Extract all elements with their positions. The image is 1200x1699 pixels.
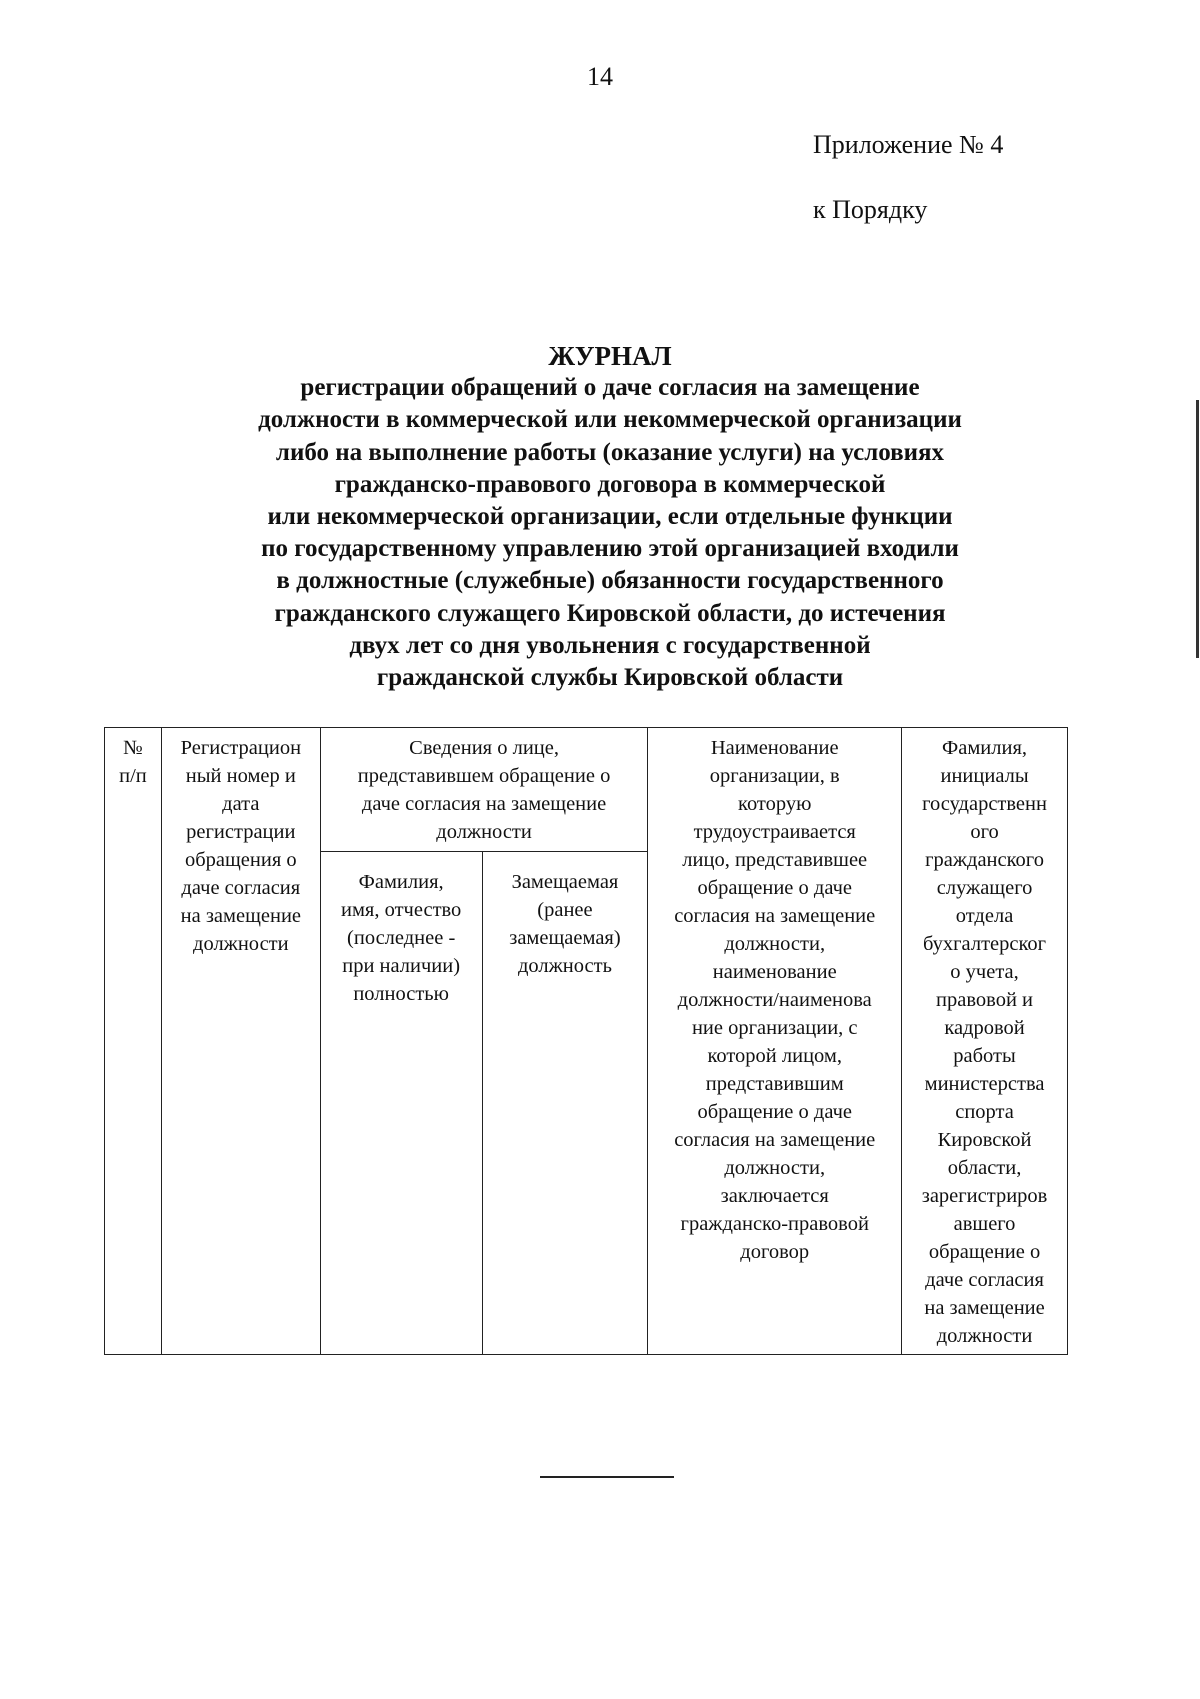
header-person-name-text: Фамилия, имя, отчество (последнее - при наличии) полностью <box>340 871 462 1005</box>
title-line: по государственному управлению этой организацией входили <box>261 535 959 563</box>
header-organization-text: Наименование организации, в которую трудоустраивается лицо, представившее обращение о даче согласия на замещение должности, наименование должности/наименова ние организации, с которой лицом, представившим обращение о даче согласия на замещение должности, заключается гражданско-правовой договор <box>674 737 876 1263</box>
title-line: двух лет со дня увольнения с государственной <box>349 631 871 659</box>
header-person-position-text: Замещаемая (ранее замещаемая) должность <box>509 871 621 977</box>
title-line: регистрации обращений о даче согласия на замещение <box>300 374 920 402</box>
header-cell-registrar <box>902 728 1068 1355</box>
document-title <box>150 340 1070 694</box>
appendix-reference: к Порядку <box>813 195 928 224</box>
title-line: или некоммерческой организации, если отдельные функции <box>267 503 953 531</box>
header-person-group-text: Сведения о лице, представившем обращение о даче согласия на замещение должности <box>357 737 611 843</box>
header-cell-person-name <box>320 852 482 1355</box>
scan-edge-mark <box>1196 400 1199 658</box>
header-cell-registration <box>161 728 320 1355</box>
header-registrar-text: Фамилия, инициалы государственн ого гражданского служащего отдела бухгалтерског о учета, правовой и кадровой работы министерства спорта Кировской области, зарегистриров авшего обращение о даче согласия на замещение должности <box>921 737 1048 1347</box>
header-cell-number <box>105 728 162 1355</box>
appendix-label: Приложение № 4 <box>813 130 1004 159</box>
header-registration-text: Регистрацион ный номер и дата регистрации обращения о даче согласия на замещение должности <box>180 737 302 955</box>
title-line: должности в коммерческой или некоммерческой организации <box>258 406 962 434</box>
header-cell-person-group <box>320 728 648 852</box>
title-line: гражданско-правового договора в коммерческой <box>334 470 886 498</box>
table-header-row <box>105 728 1068 852</box>
end-rule <box>540 1476 674 1478</box>
header-cell-organization <box>648 728 902 1355</box>
journal-table <box>104 727 1068 1355</box>
title-line: либо на выполнение работы (оказание услуги) на условиях <box>275 438 945 466</box>
title-heading: ЖУРНАЛ <box>548 341 672 371</box>
title-line: в должностные (служебные) обязанности государственного <box>276 567 944 595</box>
header-cell-person-position <box>482 852 648 1355</box>
title-line: гражданской службы Кировской области <box>376 664 844 692</box>
title-line: гражданского служащего Кировской области, до истечения <box>274 599 946 627</box>
header-number-text: № п/п <box>119 737 147 787</box>
page-number: 14 <box>587 62 613 91</box>
